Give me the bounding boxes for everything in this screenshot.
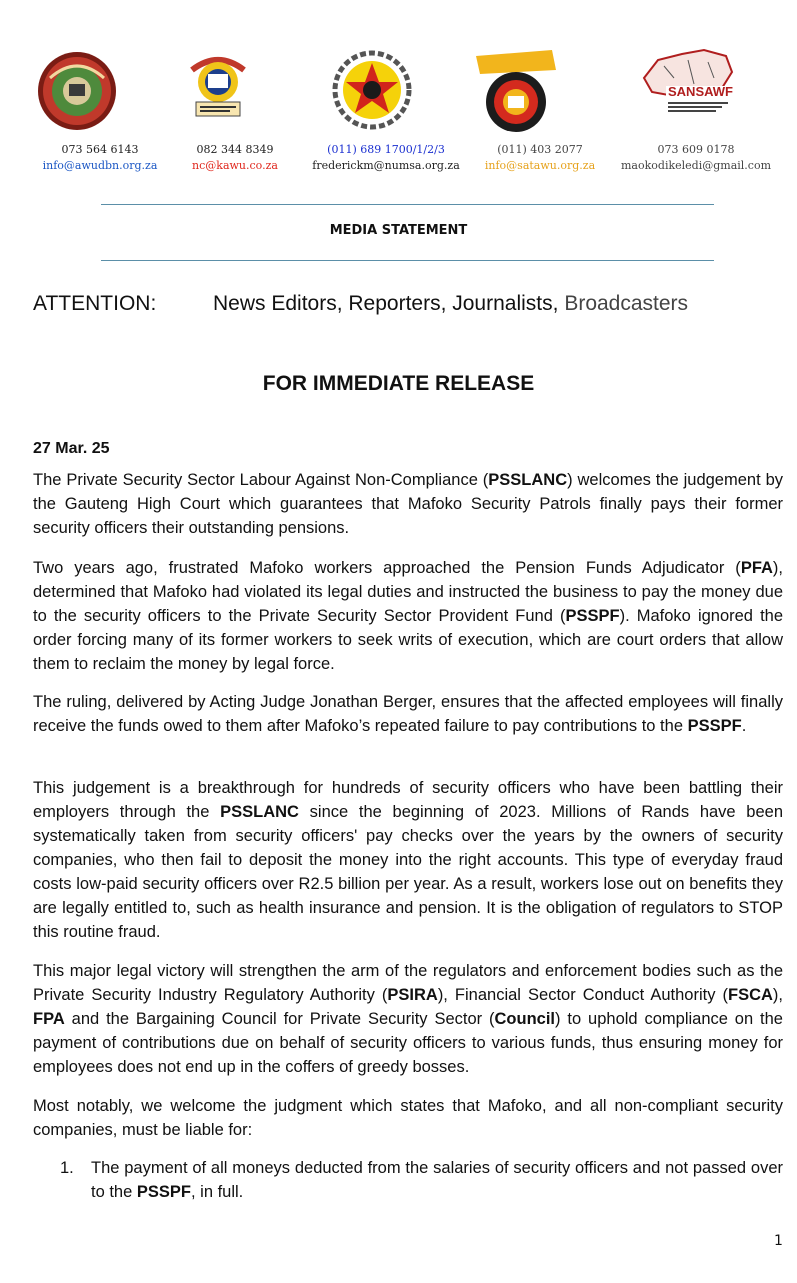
bold-term: PSSPF (565, 607, 620, 625)
email-awudbn[interactable]: info@awudbn.org.za (42, 159, 158, 172)
attention-recipients-last: Broadcasters (564, 292, 689, 315)
phone-satawu: (011) 403 2077 (497, 143, 583, 156)
statement-date: 27 Mar. 25 (33, 440, 110, 457)
paragraph-1: The Private Security Sector Labour Against Non-Compliance (PSSLANC) welcomes the judgement by the Gauteng High Court which guarantees that Mafoko Security Patrols finally pays their former security officers their outstanding pensions. (33, 471, 783, 537)
bold-term: FSCA (728, 986, 773, 1004)
contact-kawu (170, 142, 300, 174)
satawu-logo (474, 46, 558, 141)
list-item-text: The payment of all moneys deducted from the salaries of security officers and not passed over to the PSSPF, in full. (91, 1159, 783, 1201)
phone-awudbn: 073 564 6143 (61, 143, 139, 156)
bold-term: PSSPF (687, 717, 742, 735)
awudbn-logo (36, 50, 118, 137)
email-kawu[interactable]: nc@kawu.co.za (192, 159, 278, 172)
email-satawu[interactable]: info@satawu.org.za (484, 159, 596, 172)
page-number: 1 (774, 1233, 783, 1249)
numsa-logo (332, 50, 412, 135)
sansawf-logo-text: SANSAWF (668, 84, 733, 99)
phone-numsa: (011) 689 1700/1/2/3 (327, 143, 445, 156)
contact-numsa (305, 142, 467, 174)
paragraph-2: Two years ago, frustrated Mafoko workers approached the Pension Funds Adjudicator (PFA), determined that Mafoko had violated its legal duties and instructed the business to pay the money due to the security officers to the Private Security Sector Provident Fund (PSSPF). Mafoko ignored the order forcing many of its former workers to seek writs of execution, which are court orders that allow them to reclaim the money by legal force. (33, 559, 784, 673)
bold-term: PSSLANC (488, 471, 568, 489)
bottom-divider (101, 260, 714, 261)
email-sansawf[interactable]: maokodikeledi@gmail.com (621, 159, 771, 172)
kawu-logo (186, 52, 250, 123)
email-numsa[interactable]: frederickm@numsa.org.za (312, 159, 460, 172)
attention-recipients: News Editors, Reporters, Journalists, (213, 292, 559, 315)
attention-line (33, 292, 688, 316)
attention-label: ATTENTION: (33, 292, 157, 315)
list-item-number: 1. (60, 1159, 74, 1177)
bold-term: FPA (33, 1010, 65, 1028)
bold-term: Council (494, 1010, 556, 1028)
paragraph-6: Most notably, we welcome the judgment which states that Mafoko, and all non-compliant security companies, must be liable for: (33, 1097, 783, 1139)
phone-kawu: 082 344 8349 (196, 143, 274, 156)
contact-satawu (473, 142, 607, 174)
contact-sansawf (613, 142, 779, 174)
list-item-1 (60, 1156, 783, 1204)
bold-term: PSIRA (387, 986, 438, 1004)
bold-term: PFA (740, 559, 773, 577)
bold-term: PSSPF (136, 1183, 191, 1201)
phone-sansawf: 073 609 0178 (657, 143, 735, 156)
paragraph-3: The ruling, delivered by Acting Judge Jonathan Berger, ensures that the affected employees will finally receive the funds owed to them after Mafoko’s repeated failure to pay contributions to the PSSPF. (33, 693, 783, 735)
paragraph-4: This judgement is a breakthrough for hundreds of security officers who have been battling their employers through the PSSLANC since the beginning of 2023. Millions of Rands have been systematically taken from security officers' pay checks over the years by the owners of security companies, who then fail to deposit the money into the right accounts. This type of everyday fraud costs low-paid security officers over R2.5 billion per year. As a result, workers lose out on benefits they are legally entitled to, such as health insurance and pension. It is the obligation of regulators to STOP this routine fraud. (33, 779, 784, 941)
contact-awudbn (30, 142, 170, 174)
top-divider (101, 204, 714, 205)
bold-term: PSSLANC (220, 803, 299, 821)
paragraph-5: This major legal victory will strengthen the arm of the regulators and enforcement bodies such as the Private Security Industry Regulatory Authority (PSIRA), Financial Sector Conduct Authority (FSCA), FPA and the Bargaining Council for Private Security Sector (Council) to uphold compliance on the payment of contributions due on behalf of security officers to various funds, thus ensuring money for employees does not end up in the coffers of greedy bosses. (33, 962, 784, 1076)
media-statement-heading: MEDIA STATEMENT (329, 223, 468, 238)
release-heading: FOR IMMEDIATE RELEASE (262, 372, 535, 395)
